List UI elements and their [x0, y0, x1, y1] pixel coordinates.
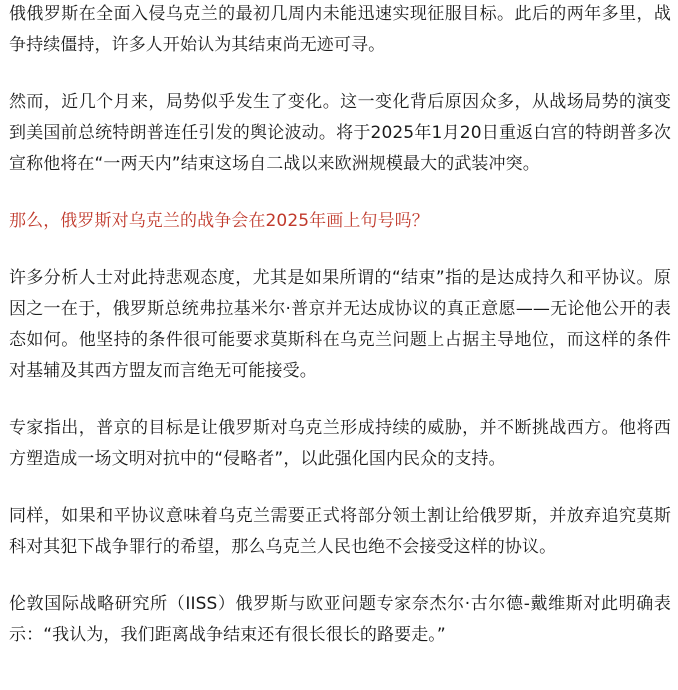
paragraph-context: 然而，近几个月来，局势似乎发生了变化。这一变化背后原因众多，从战场局势的演变到美国前总统特朗普连任引发的舆论波动。将于2025年1月20日重返白宫的特朗普多次宣称他将在“一两天内”结束这场自二战以来欧洲规模最大的武装冲突。 — [9, 92, 671, 174]
paragraph-expert-view: 专家指出，普京的目标是让俄罗斯对乌克兰形成持续的威胁，并不断挑战西方。他将西方塑造成一场文明对抗中的“侵略者”，以此强化国内民众的支持。 — [9, 418, 671, 469]
paragraph-quote: 伦敦国际战略研究所（IISS）俄罗斯与欧亚问题专家奈杰尔·古尔德-戴维斯对此明确表示：“我认为，我们距离战争结束还有很长很长的路要走。” — [9, 594, 671, 645]
paragraph-analysis: 许多分析人士对此持悲观态度，尤其是如果所谓的“结束”指的是达成持久和平协议。原因之一在于，俄罗斯总统弗拉基米尔·普京并无达成协议的真正意愿——无论他公开的表态如何。他坚持的条件很可能要求莫斯科在乌克兰问题上占据主导地位，而这样的条件对基辅及其西方盟友而言绝无可能接受。 — [9, 268, 671, 381]
paragraph-question: 那么，俄罗斯对乌克兰的战争会在2025年画上句号吗？ — [9, 211, 429, 231]
paragraph-territory: 同样，如果和平协议意味着乌克兰需要正式将部分领土割让给俄罗斯，并放弃追究莫斯科对其犯下战争罪行的希望，那么乌克兰人民也绝不会接受这样的协议。 — [9, 506, 671, 557]
article-body — [9, 0, 671, 651]
paragraph-intro: 俄俄罗斯在全面入侵乌克兰的最初几周内未能迅速实现征服目标。此后的两年多里，战争持续僵持，许多人开始认为其结束尚无迹可寻。 — [9, 4, 671, 55]
